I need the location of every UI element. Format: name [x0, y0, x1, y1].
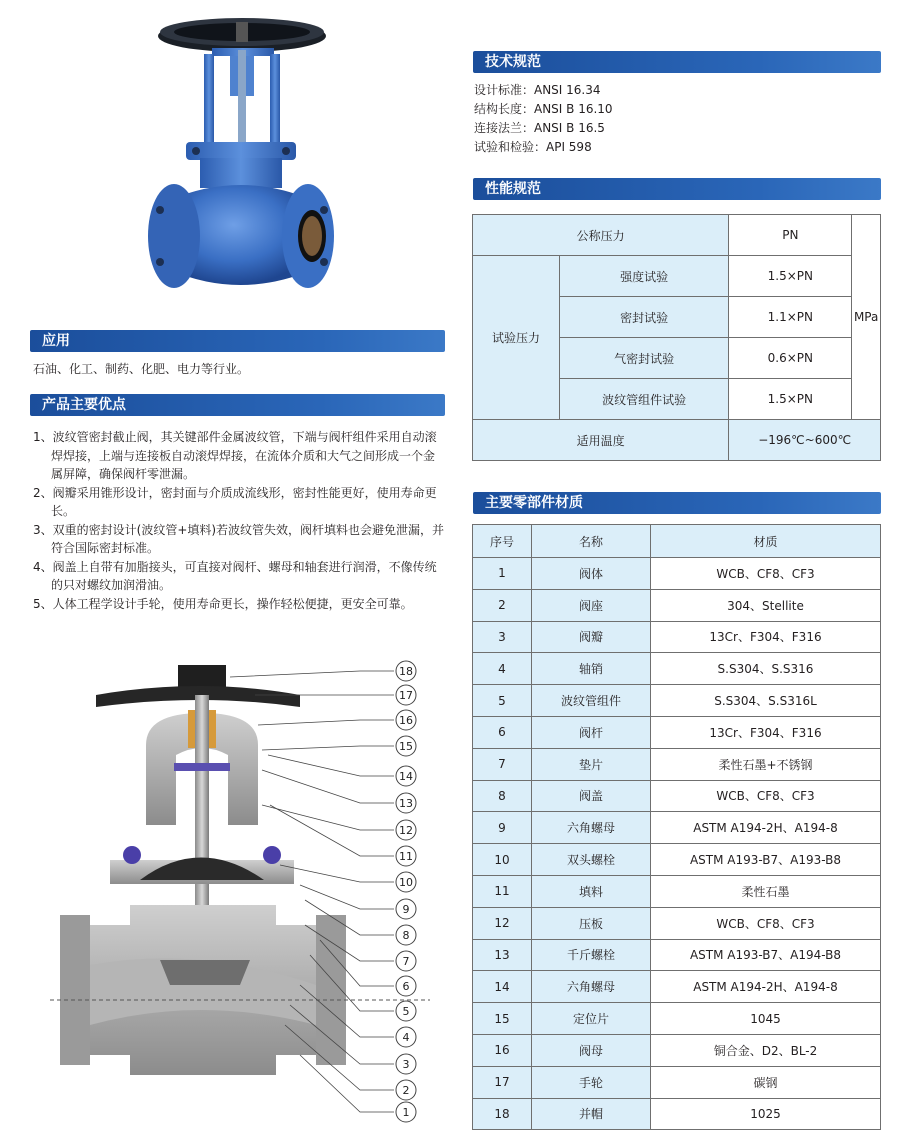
materials-header	[473, 492, 881, 514]
temperature-label: 适用温度	[473, 420, 729, 461]
tech-spec-line: 试验和检验：API 598	[474, 140, 592, 154]
part-material: 碳钢	[651, 1066, 881, 1098]
table-row	[473, 939, 881, 971]
tech-spec-line: 结构长度：ANSI B 16.10	[474, 102, 613, 116]
part-material: ASTM A193-B7、A193-B8	[651, 844, 881, 876]
callout-leader	[305, 900, 394, 935]
part-material: WCB、CF8、CF3	[651, 780, 881, 812]
part-name: 手轮	[532, 1066, 651, 1098]
callout-leader	[305, 925, 394, 961]
callout-number: 8	[402, 929, 410, 942]
part-material: S.S304、S.S316	[651, 653, 881, 685]
callout-number: 14	[399, 770, 413, 783]
advantage-item: 1、波纹管密封截止阀，其关键部件金属波纹管，下端与阀杆组件采用自动滚焊焊接，上端与连接板自动滚焊焊接，在流体介质和大气之间形成一个金属屏障，确保阀杆零泄漏。	[33, 430, 437, 481]
table-row	[473, 875, 881, 907]
part-material: 柔性石墨	[651, 875, 881, 907]
part-material: WCB、CF8、CF3	[651, 558, 881, 590]
nominal-pressure-value: PN	[729, 215, 852, 256]
callout-leader	[262, 770, 394, 803]
part-number: 6	[473, 716, 532, 748]
part-material: 柔性石墨+不锈钢	[651, 748, 881, 780]
test-name: 强度试验	[560, 256, 729, 297]
callout-number: 5	[402, 1005, 410, 1018]
materials-table	[472, 524, 881, 1130]
part-number: 18	[473, 1098, 532, 1130]
table-row	[473, 1034, 881, 1066]
part-material: 304、Stellite	[651, 589, 881, 621]
table-row	[473, 812, 881, 844]
part-name: 阀母	[532, 1034, 651, 1066]
advantages-header	[30, 394, 445, 416]
part-material: 1045	[651, 1003, 881, 1035]
part-material: ASTM A194-2H、A194-8	[651, 812, 881, 844]
callout-leader	[290, 1005, 394, 1064]
tech-spec-list	[474, 81, 613, 157]
pressure-unit: MPa	[852, 215, 881, 420]
callout-number: 15	[399, 740, 413, 753]
part-name: 压板	[532, 907, 651, 939]
part-material: 1025	[651, 1098, 881, 1130]
test-value: 1.5×PN	[729, 379, 852, 420]
callout-leader	[310, 955, 394, 1011]
table-row	[473, 685, 881, 717]
part-number: 10	[473, 844, 532, 876]
table-row	[473, 1003, 881, 1035]
part-number: 4	[473, 653, 532, 685]
test-pressure-label: 试验压力	[473, 256, 560, 420]
advantages-list	[33, 428, 445, 613]
advantage-item: 2、阀瓣采用锥形设计，密封面与介质成流线形，密封性能更好，使用寿命更长。	[33, 485, 437, 518]
part-name: 六角螺母	[532, 812, 651, 844]
part-number: 8	[473, 780, 532, 812]
part-name: 阀盖	[532, 780, 651, 812]
test-name: 波纹管组件试验	[560, 379, 729, 420]
performance-title: 性能规范	[485, 181, 541, 197]
callout-leader	[258, 720, 394, 725]
part-name: 波纹管组件	[532, 685, 651, 717]
part-number: 14	[473, 971, 532, 1003]
part-name: 阀杆	[532, 716, 651, 748]
part-number: 3	[473, 621, 532, 653]
callout-number: 4	[402, 1031, 410, 1044]
callout-number: 12	[399, 824, 413, 837]
part-name: 双头螺栓	[532, 844, 651, 876]
temperature-value: −196℃~600℃	[729, 420, 881, 461]
part-material: ASTM A194-2H、A194-8	[651, 971, 881, 1003]
part-name: 阀体	[532, 558, 651, 590]
callout-number: 11	[399, 850, 413, 863]
part-number: 16	[473, 1034, 532, 1066]
callout-leader	[300, 1055, 394, 1112]
part-material: 13Cr、F304、F316	[651, 716, 881, 748]
tech-spec-header	[473, 51, 881, 73]
table-row	[473, 748, 881, 780]
part-number: 9	[473, 812, 532, 844]
part-number: 5	[473, 685, 532, 717]
table-row	[473, 971, 881, 1003]
table-row	[473, 653, 881, 685]
part-number: 1	[473, 558, 532, 590]
nominal-pressure-label: 公称压力	[473, 215, 729, 256]
part-name: 垫片	[532, 748, 651, 780]
part-number: 17	[473, 1066, 532, 1098]
callout-number: 7	[402, 955, 410, 968]
callout-leader	[285, 1025, 394, 1090]
part-name: 千斤螺栓	[532, 939, 651, 971]
tech-spec-line: 连接法兰：ANSI B 16.5	[474, 121, 605, 135]
part-material: WCB、CF8、CF3	[651, 907, 881, 939]
part-number: 2	[473, 589, 532, 621]
table-row	[473, 621, 881, 653]
callout-number: 6	[402, 980, 410, 993]
callout-number: 1	[402, 1106, 410, 1119]
table-row	[473, 844, 881, 876]
callout-number: 13	[399, 797, 413, 810]
application-text: 石油、化工、制药、化肥、电力等行业。	[33, 362, 250, 376]
part-material: 13Cr、F304、F316	[651, 621, 881, 653]
materials-title: 主要零部件材质	[485, 495, 583, 511]
part-name: 填料	[532, 875, 651, 907]
callout-number: 18	[399, 665, 413, 678]
test-name: 气密封试验	[560, 338, 729, 379]
tech-spec-line: 设计标准：ANSI 16.34	[474, 83, 601, 97]
table-row	[473, 907, 881, 939]
callout-leader	[280, 865, 394, 882]
part-material: 铜合金、D2、BL-2	[651, 1034, 881, 1066]
column-header: 材质	[651, 525, 881, 558]
callout-leader	[230, 671, 394, 677]
advantage-item: 4、阀盖上自带有加脂接头，可直接对阀杆、螺母和轴套进行润滑，不像传统的只对螺纹加润滑油。	[33, 559, 437, 592]
performance-table	[472, 214, 881, 461]
callout-number: 17	[399, 689, 413, 702]
test-value: 0.6×PN	[729, 338, 852, 379]
test-value: 1.1×PN	[729, 297, 852, 338]
part-name: 定位片	[532, 1003, 651, 1035]
part-number: 7	[473, 748, 532, 780]
callout-leader	[262, 746, 394, 750]
table-row	[473, 716, 881, 748]
part-number: 11	[473, 875, 532, 907]
callout-number: 16	[399, 714, 413, 727]
table-row	[473, 589, 881, 621]
part-number: 13	[473, 939, 532, 971]
part-name: 阀瓣	[532, 621, 651, 653]
application-header	[30, 330, 445, 352]
callout-number: 9	[402, 903, 410, 916]
callout-number: 2	[402, 1084, 410, 1097]
table-row	[473, 558, 881, 590]
advantages-title: 产品主要优点	[42, 397, 126, 413]
part-number: 15	[473, 1003, 532, 1035]
test-name: 密封试验	[560, 297, 729, 338]
table-row	[473, 1098, 881, 1130]
tech-spec-title: 技术规范	[485, 54, 541, 70]
application-title: 应用	[42, 333, 70, 349]
test-value: 1.5×PN	[729, 256, 852, 297]
callout-leader	[262, 805, 394, 830]
part-material: ASTM A193-B7、A194-B8	[651, 939, 881, 971]
callout-leader	[268, 755, 394, 776]
column-header: 名称	[532, 525, 651, 558]
callout-leader	[270, 805, 394, 856]
table-row	[473, 1066, 881, 1098]
advantage-item: 5、人体工程学设计手轮，使用寿命更长，操作轻松便捷，更安全可靠。	[33, 596, 413, 611]
callout-number: 3	[402, 1058, 410, 1071]
valve-photo	[140, 10, 340, 320]
part-material: S.S304、S.S316L	[651, 685, 881, 717]
part-name: 阀座	[532, 589, 651, 621]
part-name: 六角螺母	[532, 971, 651, 1003]
column-header: 序号	[473, 525, 532, 558]
callout-number: 10	[399, 876, 413, 889]
part-name: 并帽	[532, 1098, 651, 1130]
advantage-item: 3、双重的密封设计(波纹管+填料)若波纹管失效，阀杆填料也会避免泄漏，并符合国际密封标准。	[33, 522, 445, 555]
table-row	[473, 780, 881, 812]
performance-header	[473, 178, 881, 200]
part-name: 轴销	[532, 653, 651, 685]
part-number: 12	[473, 907, 532, 939]
